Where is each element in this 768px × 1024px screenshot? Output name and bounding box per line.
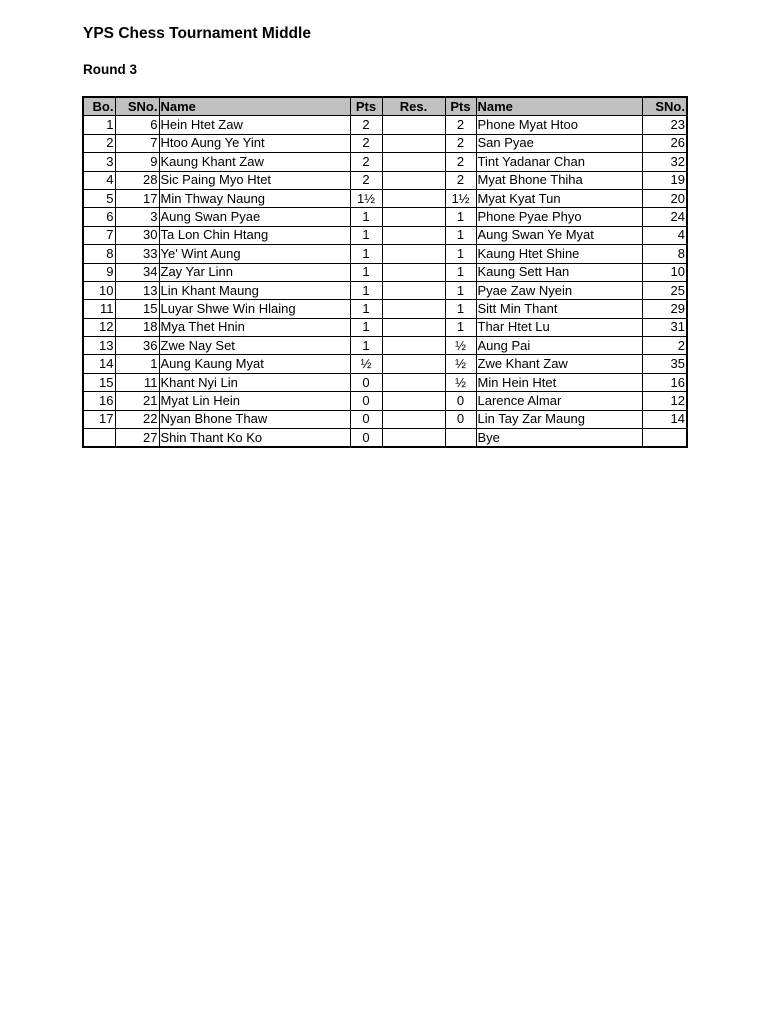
- board-cell: [83, 429, 115, 448]
- board-cell: 5: [83, 189, 115, 207]
- white-pts-cell: 0: [350, 429, 382, 448]
- black-name-cell: Aung Swan Ye Myat: [476, 226, 642, 244]
- result-cell: [382, 318, 445, 336]
- white-sno-cell: 11: [115, 373, 159, 391]
- result-cell: [382, 429, 445, 448]
- black-name-cell: Sitt Min Thant: [476, 300, 642, 318]
- board-cell: 15: [83, 373, 115, 391]
- document-title: YPS Chess Tournament Middle: [83, 25, 311, 42]
- white-pts-cell: 0: [350, 373, 382, 391]
- black-name-cell: Kaung Sett Han: [476, 263, 642, 281]
- white-pts-cell: 2: [350, 153, 382, 171]
- black-sno-cell: [642, 429, 687, 448]
- result-cell: [382, 373, 445, 391]
- white-sno-cell: 27: [115, 429, 159, 448]
- black-pts-cell: 2: [445, 134, 476, 152]
- white-pts-cell: 1: [350, 300, 382, 318]
- black-pts-cell: 2: [445, 171, 476, 189]
- black-pts-cell: 1: [445, 318, 476, 336]
- white-pts-cell: 0: [350, 410, 382, 428]
- board-cell: 12: [83, 318, 115, 336]
- black-name-cell: Aung Pai: [476, 337, 642, 355]
- white-pts-cell: 1: [350, 337, 382, 355]
- white-pts-cell: 1½: [350, 189, 382, 207]
- result-cell: [382, 281, 445, 299]
- white-sno-cell: 33: [115, 245, 159, 263]
- table-row: [83, 226, 687, 244]
- black-name-cell: San Pyae: [476, 134, 642, 152]
- white-sno-cell: 17: [115, 189, 159, 207]
- white-name-cell: Aung Kaung Myat: [159, 355, 350, 373]
- black-sno-cell: 35: [642, 355, 687, 373]
- table-row: [83, 373, 687, 391]
- board-cell: 17: [83, 410, 115, 428]
- black-sno-cell: 26: [642, 134, 687, 152]
- black-pts-cell: 0: [445, 410, 476, 428]
- table-row: [83, 171, 687, 189]
- white-pts-cell: ½: [350, 355, 382, 373]
- black-sno-cell: 31: [642, 318, 687, 336]
- black-pts-cell: [445, 429, 476, 448]
- white-pts-cell: 1: [350, 208, 382, 226]
- black-name-cell: Larence Almar: [476, 392, 642, 410]
- header-name-white: Name: [159, 97, 350, 116]
- round-label: Round 3: [83, 62, 137, 77]
- black-name-cell: Phone Myat Htoo: [476, 116, 642, 134]
- header-sno-white: SNo.: [115, 97, 159, 116]
- result-cell: [382, 355, 445, 373]
- white-sno-cell: 30: [115, 226, 159, 244]
- black-sno-cell: 10: [642, 263, 687, 281]
- header-pts-white: Pts: [350, 97, 382, 116]
- black-pts-cell: 1½: [445, 189, 476, 207]
- black-pts-cell: 1: [445, 300, 476, 318]
- white-sno-cell: 3: [115, 208, 159, 226]
- header-board: Bo.: [83, 97, 115, 116]
- result-cell: [382, 392, 445, 410]
- black-sno-cell: 32: [642, 153, 687, 171]
- black-pts-cell: 2: [445, 116, 476, 134]
- table-row: [83, 189, 687, 207]
- black-sno-cell: 24: [642, 208, 687, 226]
- result-cell: [382, 245, 445, 263]
- result-cell: [382, 300, 445, 318]
- result-cell: [382, 116, 445, 134]
- board-cell: 2: [83, 134, 115, 152]
- table-row: [83, 355, 687, 373]
- result-cell: [382, 171, 445, 189]
- board-cell: 7: [83, 226, 115, 244]
- pairings-table: [82, 96, 688, 448]
- white-sno-cell: 21: [115, 392, 159, 410]
- table-row: [83, 429, 687, 448]
- header-pts-black: Pts: [445, 97, 476, 116]
- black-name-cell: Bye: [476, 429, 642, 448]
- white-name-cell: Shin Thant Ko Ko: [159, 429, 350, 448]
- table-row: [83, 153, 687, 171]
- white-name-cell: Khant Nyi Lin: [159, 373, 350, 391]
- table-row: [83, 410, 687, 428]
- result-cell: [382, 226, 445, 244]
- black-sno-cell: 4: [642, 226, 687, 244]
- white-name-cell: Ye' Wint Aung: [159, 245, 350, 263]
- pairings-body: [83, 116, 687, 448]
- result-cell: [382, 208, 445, 226]
- white-sno-cell: 34: [115, 263, 159, 281]
- header-sno-black: SNo.: [642, 97, 687, 116]
- black-pts-cell: 1: [445, 208, 476, 226]
- white-name-cell: Ta Lon Chin Htang: [159, 226, 350, 244]
- result-cell: [382, 134, 445, 152]
- white-sno-cell: 36: [115, 337, 159, 355]
- black-pts-cell: 1: [445, 226, 476, 244]
- board-cell: 13: [83, 337, 115, 355]
- black-name-cell: Zwe Khant Zaw: [476, 355, 642, 373]
- white-sno-cell: 7: [115, 134, 159, 152]
- result-cell: [382, 263, 445, 281]
- black-sno-cell: 19: [642, 171, 687, 189]
- black-pts-cell: ½: [445, 337, 476, 355]
- white-pts-cell: 2: [350, 116, 382, 134]
- white-name-cell: Hein Htet Zaw: [159, 116, 350, 134]
- black-sno-cell: 20: [642, 189, 687, 207]
- white-name-cell: Zwe Nay Set: [159, 337, 350, 355]
- white-pts-cell: 1: [350, 281, 382, 299]
- board-cell: 6: [83, 208, 115, 226]
- white-name-cell: Zay Yar Linn: [159, 263, 350, 281]
- black-pts-cell: 1: [445, 245, 476, 263]
- black-name-cell: Thar Htet Lu: [476, 318, 642, 336]
- board-cell: 4: [83, 171, 115, 189]
- black-pts-cell: ½: [445, 355, 476, 373]
- white-pts-cell: 1: [350, 318, 382, 336]
- table-header-row: [83, 97, 687, 116]
- board-cell: 3: [83, 153, 115, 171]
- table-row: [83, 337, 687, 355]
- black-pts-cell: 2: [445, 153, 476, 171]
- black-name-cell: Phone Pyae Phyo: [476, 208, 642, 226]
- result-cell: [382, 410, 445, 428]
- table-row: [83, 208, 687, 226]
- white-name-cell: Nyan Bhone Thaw: [159, 410, 350, 428]
- table-row: [83, 245, 687, 263]
- white-name-cell: Kaung Khant Zaw: [159, 153, 350, 171]
- table-row: [83, 318, 687, 336]
- white-name-cell: Myat Lin Hein: [159, 392, 350, 410]
- white-sno-cell: 6: [115, 116, 159, 134]
- table-row: [83, 116, 687, 134]
- board-cell: 1: [83, 116, 115, 134]
- white-sno-cell: 1: [115, 355, 159, 373]
- black-pts-cell: 1: [445, 281, 476, 299]
- white-sno-cell: 18: [115, 318, 159, 336]
- white-pts-cell: 1: [350, 245, 382, 263]
- black-pts-cell: 0: [445, 392, 476, 410]
- black-name-cell: Tint Yadanar Chan: [476, 153, 642, 171]
- white-name-cell: Sic Paing Myo Htet: [159, 171, 350, 189]
- black-sno-cell: 14: [642, 410, 687, 428]
- board-cell: 16: [83, 392, 115, 410]
- black-sno-cell: 8: [642, 245, 687, 263]
- header-name-black: Name: [476, 97, 642, 116]
- board-cell: 11: [83, 300, 115, 318]
- black-sno-cell: 23: [642, 116, 687, 134]
- black-sno-cell: 2: [642, 337, 687, 355]
- black-sno-cell: 16: [642, 373, 687, 391]
- table-row: [83, 281, 687, 299]
- white-name-cell: Aung Swan Pyae: [159, 208, 350, 226]
- white-pts-cell: 2: [350, 134, 382, 152]
- white-name-cell: Luyar Shwe Win Hlaing: [159, 300, 350, 318]
- black-sno-cell: 12: [642, 392, 687, 410]
- black-sno-cell: 25: [642, 281, 687, 299]
- white-name-cell: Htoo Aung Ye Yint: [159, 134, 350, 152]
- board-cell: 8: [83, 245, 115, 263]
- white-sno-cell: 15: [115, 300, 159, 318]
- board-cell: 10: [83, 281, 115, 299]
- result-cell: [382, 153, 445, 171]
- white-name-cell: Lin Khant Maung: [159, 281, 350, 299]
- black-name-cell: Pyae Zaw Nyein: [476, 281, 642, 299]
- white-pts-cell: 0: [350, 392, 382, 410]
- white-sno-cell: 28: [115, 171, 159, 189]
- white-name-cell: Mya Thet Hnin: [159, 318, 350, 336]
- black-name-cell: Min Hein Htet: [476, 373, 642, 391]
- white-pts-cell: 1: [350, 263, 382, 281]
- result-cell: [382, 189, 445, 207]
- white-sno-cell: 9: [115, 153, 159, 171]
- table-row: [83, 263, 687, 281]
- black-pts-cell: ½: [445, 373, 476, 391]
- table-row: [83, 300, 687, 318]
- white-sno-cell: 13: [115, 281, 159, 299]
- white-pts-cell: 1: [350, 226, 382, 244]
- result-cell: [382, 337, 445, 355]
- black-pts-cell: 1: [445, 263, 476, 281]
- board-cell: 14: [83, 355, 115, 373]
- board-cell: 9: [83, 263, 115, 281]
- white-name-cell: Min Thway Naung: [159, 189, 350, 207]
- white-sno-cell: 22: [115, 410, 159, 428]
- white-pts-cell: 2: [350, 171, 382, 189]
- black-name-cell: Myat Kyat Tun: [476, 189, 642, 207]
- black-name-cell: Myat Bhone Thiha: [476, 171, 642, 189]
- black-sno-cell: 29: [642, 300, 687, 318]
- black-name-cell: Lin Tay Zar Maung: [476, 410, 642, 428]
- table-row: [83, 134, 687, 152]
- table-row: [83, 392, 687, 410]
- header-result: Res.: [382, 97, 445, 116]
- black-name-cell: Kaung Htet Shine: [476, 245, 642, 263]
